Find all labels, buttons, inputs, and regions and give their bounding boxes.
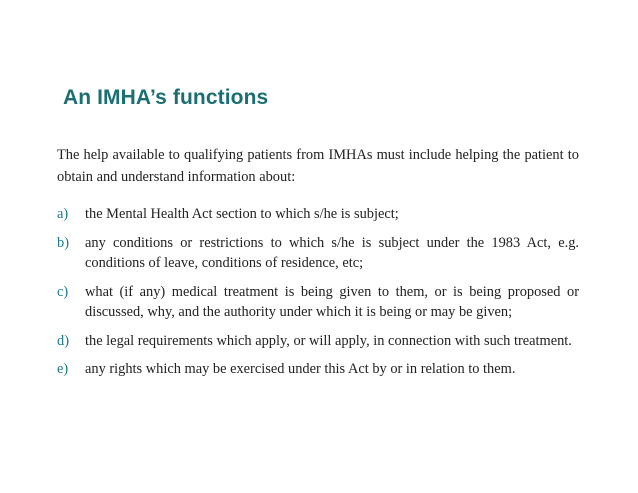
list-marker: a)	[57, 206, 69, 222]
list-item-e	[57, 359, 579, 380]
list-item-text: the legal requirements which apply, or will apply, in connection with such treatment.	[85, 332, 572, 349]
list-item-a	[57, 204, 579, 225]
list-item-text: what (if any) medical treatment is being given to them, or is being proposed or discussed, why, and the authority under which it is being or may be given;	[85, 283, 579, 320]
list-marker: d)	[57, 332, 69, 349]
functions-list	[57, 204, 579, 388]
list-item-b	[57, 233, 579, 274]
list-item-text: any conditions or restrictions to which s/he is subject under the 1983 Act, e.g. conditions of leave, conditions of residence, etc;	[85, 234, 579, 271]
list-marker: b)	[57, 234, 69, 251]
list-item-text: any rights which may be exercised under this Act by or in relation to them.	[85, 361, 516, 377]
list-item-text: the Mental Health Act section to which s/he is subject;	[85, 206, 399, 222]
intro-paragraph: The help available to qualifying patients from IMHAs must include helping the patient to obtain and understand information about:	[57, 147, 579, 185]
list-item-c	[57, 282, 579, 323]
slide-title: An IMHA’s functions	[63, 86, 269, 109]
list-marker: e)	[57, 361, 69, 377]
list-marker: c)	[57, 283, 69, 300]
list-item-d	[57, 331, 579, 352]
